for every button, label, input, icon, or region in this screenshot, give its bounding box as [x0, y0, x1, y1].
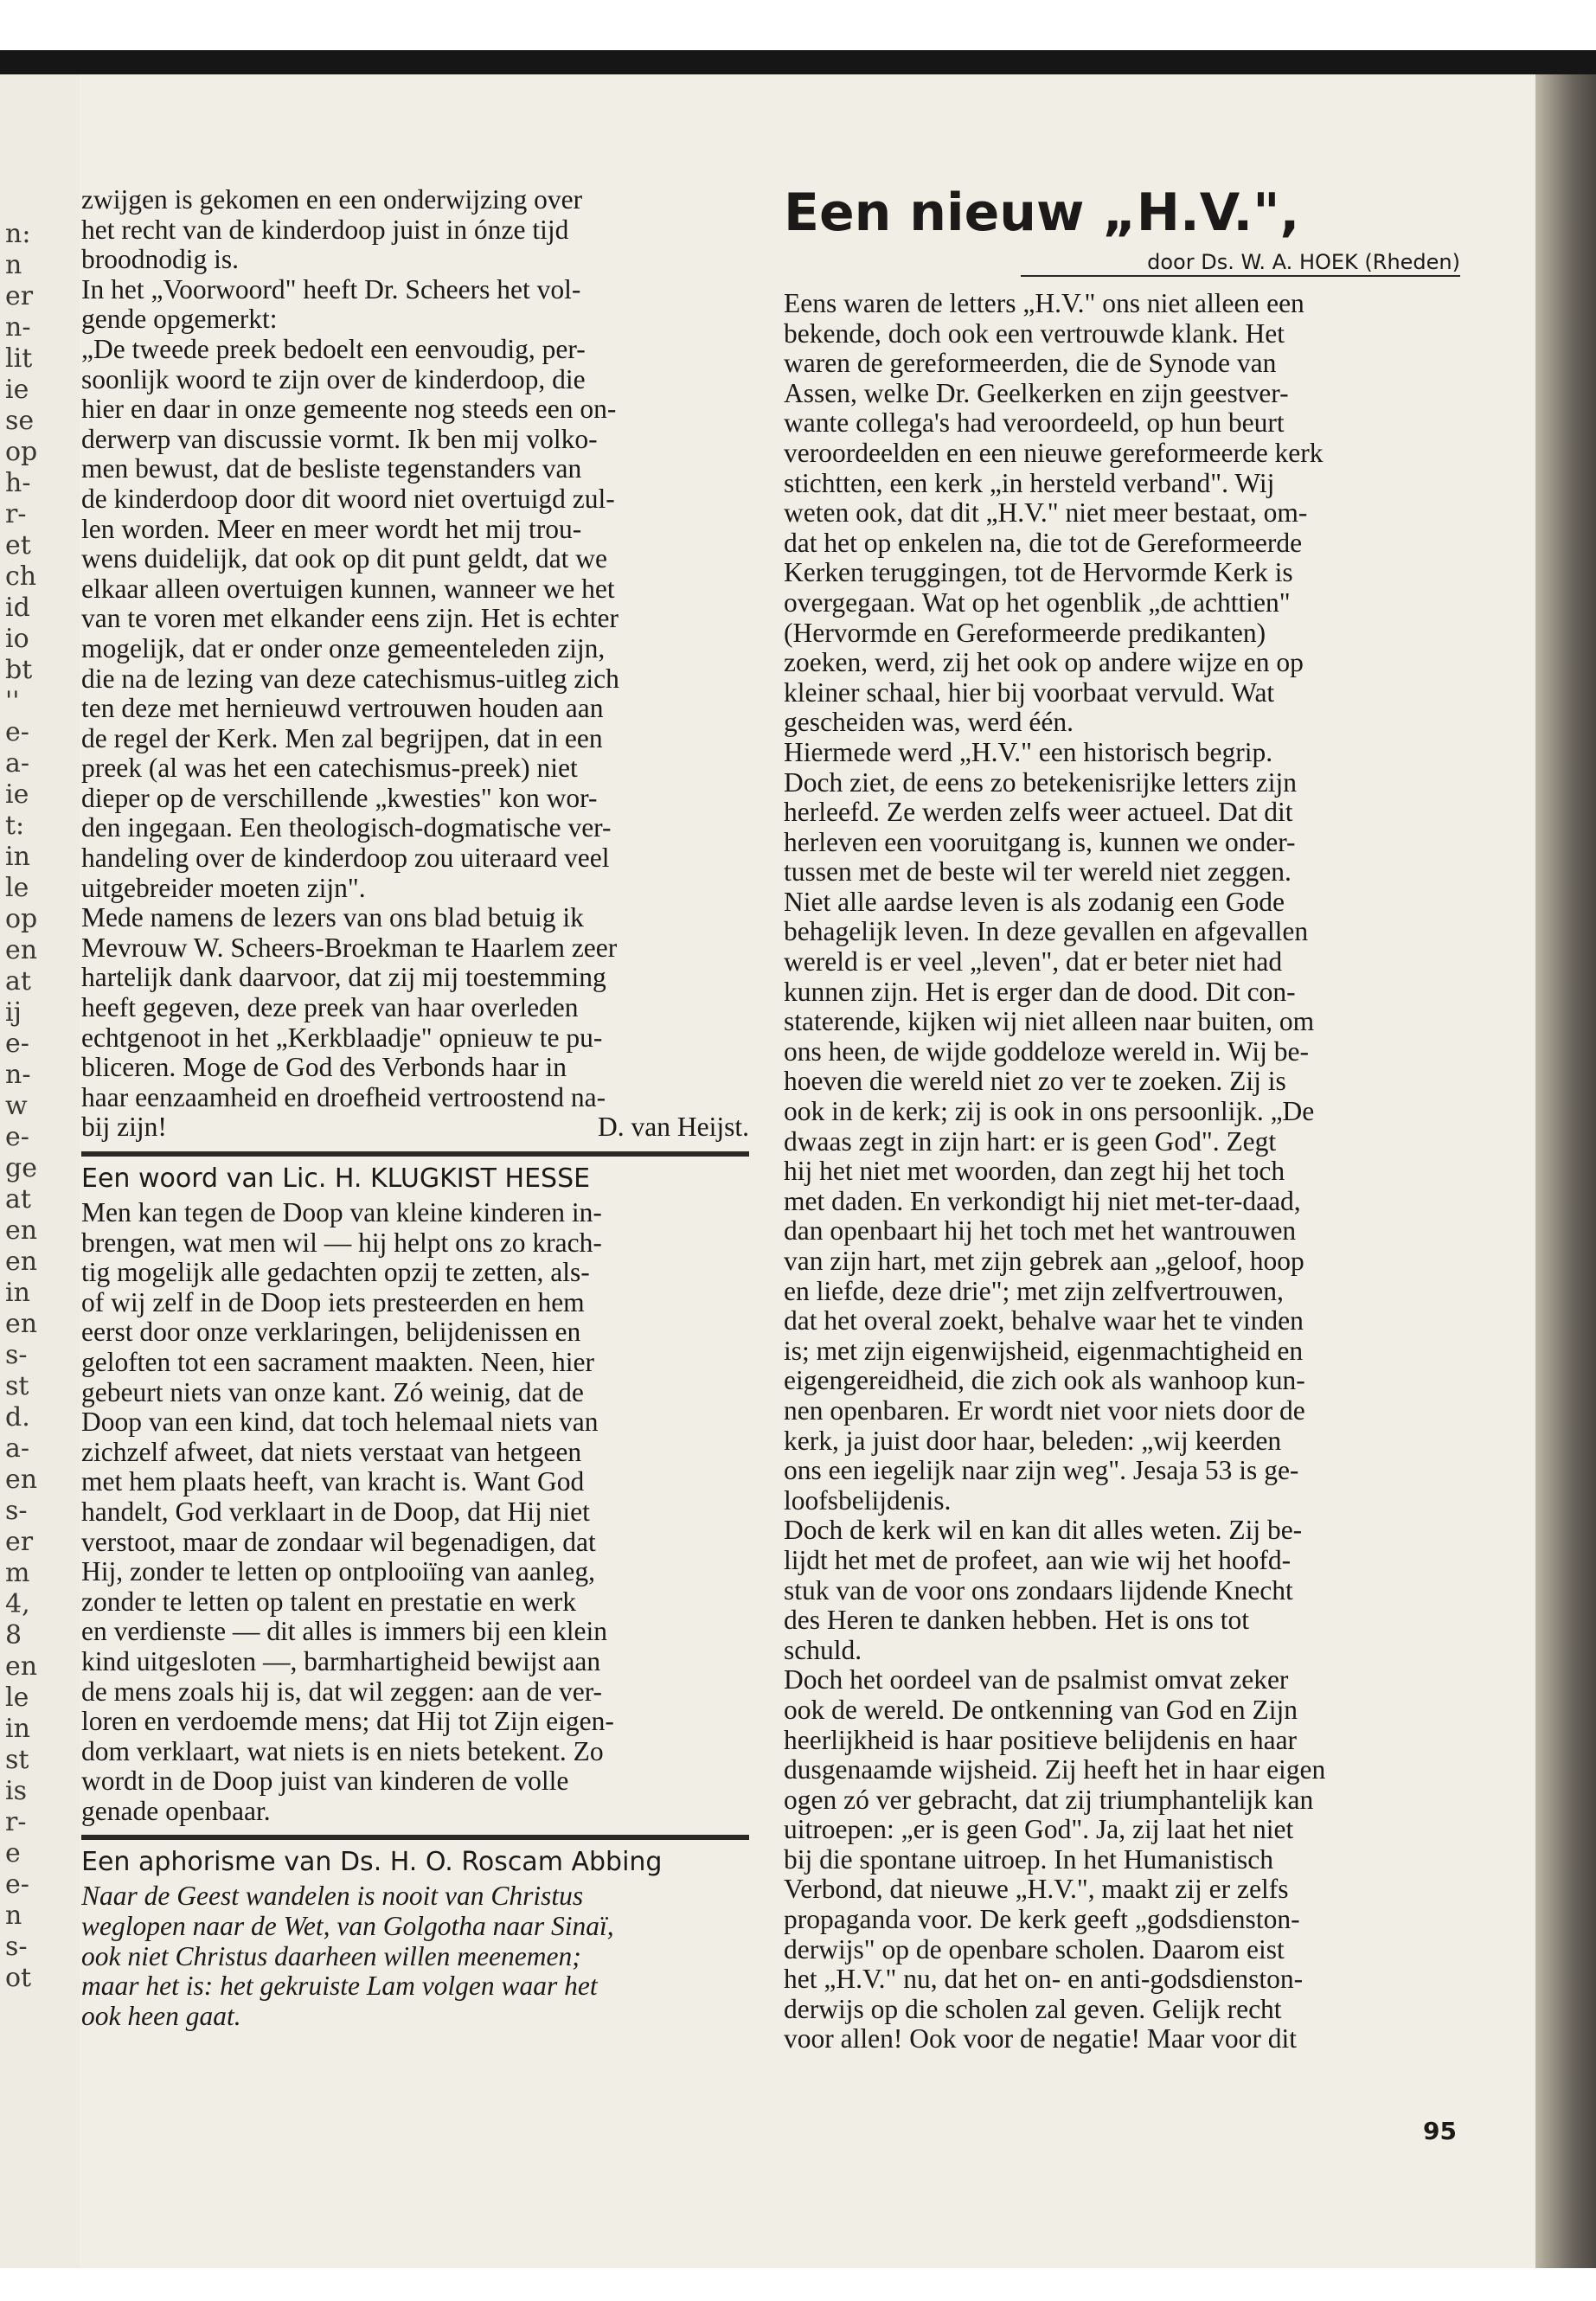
text-line: ons een iegelijk naar zijn weg". Jesaja 53 is ge-: [784, 1456, 1299, 1486]
margin-fragment: '': [5, 686, 20, 716]
text-line: nen openbaren. Er wordt niet voor niets door de: [784, 1395, 1305, 1426]
text-line: „De tweede preek bedoelt een eenvoudig, per-: [81, 334, 586, 364]
margin-fragment: et: [5, 530, 31, 561]
text-line: soonlijk woord te zijn over de kinderdoop, die: [81, 364, 586, 394]
text-line: zichzelf afweet, dat niets verstaat van hetgeen: [81, 1437, 582, 1467]
margin-fragment: ch: [5, 561, 37, 592]
text-line: en verdienste — dit alles is immers bij een klein: [81, 1617, 607, 1647]
margin-fragment: en: [5, 1247, 38, 1277]
margin-fragment: e-: [5, 717, 29, 747]
text-line: propaganda voor. De kerk geeft „godsdienston-: [784, 1905, 1300, 1935]
text-line: handeling over de kinderdoop zou uiteraard veel: [81, 843, 610, 874]
text-line: mogelijk, dat er onder onze gemeenteleden zijn,: [81, 633, 606, 663]
text-line: loren en verdoemde mens; dat Hij tot Zijn eigen-: [81, 1707, 614, 1737]
text-line: Hiermede werd „H.V." een historisch begrip.: [784, 737, 1273, 767]
text-line: Doch ziet, de eens zo betekenisrijke letters zijn: [784, 767, 1298, 798]
text-line: schuld.: [784, 1635, 862, 1665]
margin-fragment: a-: [5, 1433, 30, 1464]
margin-fragment: le: [5, 1682, 29, 1713]
text-line: derwijs" op de openbare scholen. Daarom eist: [784, 1934, 1285, 1965]
text-line: dwaas zegt in zijn hart: er is geen God". Zegt: [784, 1126, 1277, 1157]
page-edge-shadow: [1535, 74, 1596, 2268]
text-line: ons heen, de wijde goddeloze wereld in. Wij be-: [784, 1036, 1309, 1067]
text-line: herleven een vooruitgang is, kunnen we onder-: [784, 827, 1296, 857]
text-line: In het „Voorwoord" heeft Dr. Scheers het vol-: [81, 274, 581, 304]
text-line: Mevrouw W. Scheers-Broekman te Haarlem zeer: [81, 933, 618, 963]
text-line: wereld is er veel „leven", dat er beter niet had: [784, 947, 1283, 977]
top-margin: [0, 0, 1596, 52]
text-line: herleefd. Ze werden zelfs weer actueel. Dat dit: [784, 798, 1293, 828]
text-line: weten ook, dat dit „H.V." niet meer bestaat, om-: [784, 498, 1308, 529]
margin-fragment: le: [5, 873, 29, 903]
text-line: hier en daar in onze gemeente nog steeds een on-: [81, 394, 617, 425]
margin-fragment: n: [5, 1900, 22, 1931]
text-line: dusgenaamde wijsheid. Zij heeft het in haar eigen: [784, 1755, 1326, 1785]
margin-fragment: er: [5, 281, 34, 311]
text-line: eigengereidheid, die zich ook als wanhoop kun-: [784, 1366, 1305, 1396]
margin-fragment: op: [5, 437, 38, 467]
margin-fragment: s-: [5, 1932, 28, 1962]
text-line: kerk, ja juist door haar, beleden: „wij keerden: [784, 1426, 1282, 1456]
text-line: eerst door onze verklaringen, belijdenissen en: [81, 1317, 581, 1348]
text-line: ook in de kerk; zij is ook in ons persoonlijk. „De: [784, 1097, 1315, 1127]
margin-fragment: at: [5, 1184, 31, 1215]
margin-fragment: op: [5, 904, 38, 934]
margin-fragment: d.: [5, 1402, 30, 1433]
margin-fragment: s-: [5, 1496, 28, 1526]
margin-fragment: en: [5, 935, 38, 965]
text-line: haar eenzaamheid en droefheid vertroostend na-: [81, 1082, 606, 1112]
text-line: dat het overal zoekt, behalve waar het te vinden: [784, 1306, 1304, 1336]
text-line: tussen met de beste wil ter wereld niet zeggen.: [784, 857, 1292, 888]
text-line: uitgebreider moeten zijn".: [81, 873, 366, 903]
text-line: hoeven die wereld niet zo ver te zoeken. Zij is: [784, 1067, 1286, 1097]
page-number: 95: [1423, 2117, 1457, 2145]
margin-fragment: ie: [5, 779, 29, 810]
text-line: stichtten, een kerk „in hersteld verband". Wij: [784, 468, 1275, 498]
text-line: stuk van de voor ons zondaars lijdende Knecht: [784, 1575, 1293, 1606]
margin-fragment: is: [5, 1776, 27, 1806]
margin-fragment: st: [5, 1371, 29, 1401]
text-line: uitroepen: „er is geen God". Ja, zij laat het niet: [784, 1815, 1294, 1845]
text-line: hartelijk dank daarvoor, dat zij mij toestemming: [81, 963, 606, 993]
text-line: broodnodig is.: [81, 245, 240, 275]
text-line: weglopen naar de Wet, van Golgotha naar Sinaï,: [81, 1912, 614, 1942]
text-line: den ingegaan. Een theologisch-dogmatische ver-: [81, 813, 612, 843]
section-heading-klugkist: Een woord van Lic. H. KLUGKIST HESSE: [81, 1163, 591, 1194]
text-line: dieper op de verschillende „kwesties" kon wor-: [81, 783, 598, 813]
text-line: Doch de kerk wil en kan dit alles weten. Zij be-: [784, 1516, 1303, 1546]
margin-fragment: in: [5, 1714, 30, 1744]
margin-fragment: e-: [5, 1029, 29, 1059]
text-line: Assen, welke Dr. Geelkerken en zijn geestver-: [784, 378, 1289, 408]
article-title: Een nieuw „H.V.",: [784, 183, 1300, 243]
text-line: Mede namens de lezers van ons blad betuig ik: [81, 903, 584, 933]
text-line: van te voren met elkander eens zijn. Het is echter: [81, 604, 619, 634]
text-line: wordt in de Doop juist van kinderen de volle: [81, 1766, 569, 1797]
section-divider: [81, 1835, 749, 1840]
text-line: de mens zoals hij is, dat wil zeggen: aan de ver-: [81, 1676, 603, 1707]
text-line: Hij, zonder te letten op ontplooiïng van aanleg,: [81, 1557, 595, 1587]
closing-words: bij zijn!: [81, 1112, 167, 1143]
text-line: Naar de Geest wandelen is nooit van Christus: [81, 1881, 584, 1912]
text-line: van zijn hart, met zijn gebrek aan „geloof, hoop: [784, 1247, 1304, 1276]
margin-fragment: n: [5, 250, 22, 280]
margin-fragment: ge: [5, 1153, 37, 1183]
text-line: zwijgen is gekomen en een onderwijzing over: [81, 185, 583, 215]
margin-fragment: h-: [5, 468, 31, 498]
text-line: staterende, kijken wij niet alleen naar buiten, om: [784, 1007, 1315, 1037]
margin-fragment: r-: [5, 1807, 27, 1837]
text-line: ten deze met hernieuwd vertrouwen houden aan: [81, 694, 604, 724]
text-line: kind uitgesloten —, barmhartigheid bewijst aan: [81, 1646, 601, 1676]
margin-fragment: t:: [5, 811, 25, 841]
text-line: kleiner schaal, hier bij voorbaat vervuld. Wat: [784, 677, 1275, 708]
margin-fragment: io: [5, 624, 29, 654]
margin-fragment: ot: [5, 1963, 32, 1993]
text-line: ook niet Christus daarheen willen meenemen;: [81, 1941, 581, 1971]
section-aphorisme-text: [81, 1881, 749, 2031]
section-divider: [81, 1151, 749, 1157]
text-line: lijdt het met de profeet, aan wie wij het hoofd-: [784, 1545, 1292, 1575]
margin-fragment: lit: [5, 343, 33, 374]
text-line: Men kan tegen de Doop van kleine kinderen in-: [81, 1198, 602, 1227]
text-line: preek (al was het een catechismus-preek) niet: [81, 753, 578, 784]
text-line: overgegaan. Wat op het ogenblik „de achttien": [784, 587, 1291, 618]
text-line: Doch het oordeel van de psalmist omvat zeker: [784, 1665, 1289, 1695]
intro-text: [81, 185, 749, 1112]
text-line: heerlijkheid is haar positieve belijdenis en haar: [784, 1725, 1298, 1755]
text-line: maar het is: het gekruiste Lam volgen waar het: [81, 1971, 598, 2002]
text-line: hij het niet met woorden, dan zegt hij het toch: [784, 1157, 1285, 1187]
margin-fragment: en: [5, 1465, 38, 1495]
margin-fragment: w: [5, 1091, 28, 1121]
text-line: ogen zó ver gebracht, dat zij triumphantelijk kan: [784, 1785, 1314, 1815]
margin-fragment: in: [5, 842, 30, 872]
text-line: elkaar alleen overtuigen kunnen, wanneer we het: [81, 574, 615, 604]
text-line: ook heen gaat.: [81, 2001, 241, 2031]
text-line: voor allen! Ook voor de negatie! Maar voor dit: [784, 2024, 1298, 2054]
margin-fragment: ij: [5, 997, 22, 1028]
text-line: waren de gereformeerden, die de Synode van: [784, 349, 1277, 379]
text-line: het „H.V." nu, dat het on- en anti-godsdienston-: [784, 1965, 1304, 1995]
section-klugkist-text: [81, 1198, 749, 1826]
margin-fragment: n-: [5, 312, 31, 343]
text-line: derwerp van discussie vormt. Ik ben mij volko-: [81, 424, 598, 454]
margin-fragment: ie: [5, 375, 29, 405]
text-line: die na de lezing van deze catechismus-uitleg zich: [81, 663, 619, 694]
margin-fragment: e: [5, 1838, 21, 1868]
text-line: met hem plaats heeft, van kracht is. Want God: [81, 1467, 585, 1497]
text-line: bekende, doch ook een vertrouwde klank. Het: [784, 318, 1285, 349]
text-line: zonder te letten op talent en prestatie en werk: [81, 1586, 576, 1617]
text-line: tig mogelijk alle gedachten opzij te zetten, als-: [81, 1258, 590, 1288]
margin-fragment: e-: [5, 1122, 29, 1152]
margin-fragment: er: [5, 1527, 34, 1557]
article-byline: door Ds. W. A. HOEK (Rheden): [1147, 250, 1460, 274]
text-line: loofsbelijdenis.: [784, 1485, 952, 1516]
margin-fragment: id: [5, 593, 30, 623]
text-line: de regel der Kerk. Men zal begrijpen, dat in een: [81, 723, 603, 753]
text-line: brengen, wat men wil — hij helpt ons zo krach-: [81, 1227, 602, 1258]
margin-fragment: in: [5, 1278, 30, 1308]
margin-fragment: en: [5, 1309, 38, 1339]
text-line: de kinderdoop door dit woord niet overtuigd zul-: [81, 484, 615, 514]
text-line: Eens waren de letters „H.V." ons niet alleen een: [784, 289, 1304, 318]
text-line: len worden. Meer en meer wordt het mij trou-: [81, 514, 582, 544]
text-line: (Hervormde en Gereformeerde predikanten): [784, 618, 1266, 648]
text-line: en liefde, deze drie"; met zijn zelfvertrouwen,: [784, 1276, 1284, 1306]
text-line: kunnen zijn. Het is erger dan de dood. Dit con-: [784, 977, 1296, 1007]
text-line: Verbond, dat nieuwe „H.V.", maakt zij er zelfs: [784, 1875, 1289, 1905]
text-line: men bewust, dat de besliste tegenstanders van: [81, 454, 582, 484]
margin-fragment: n-: [5, 1060, 31, 1090]
text-line: derwijs op die scholen zal geven. Gelijk recht: [784, 1994, 1282, 2024]
text-line: dan openbaart hij het toch met het wantrouwen: [784, 1216, 1297, 1247]
text-line: gescheiden was, werd één.: [784, 708, 1074, 738]
margin-fragment: e-: [5, 1869, 29, 1900]
margin-fragment: st: [5, 1745, 29, 1775]
text-line: bij die spontane uitroep. In het Humanistisch: [784, 1844, 1274, 1875]
text-line: met daden. En verkondigt hij niet met-ter-daad,: [784, 1186, 1301, 1216]
margin-fragment: r-: [5, 499, 27, 529]
text-line: geloften tot een sacrament maakten. Neen, hier: [81, 1347, 594, 1377]
text-line: wens duidelijk, dat ook op dit punt geldt, dat we: [81, 544, 608, 574]
text-line: heeft gegeven, deze preek van haar overleden: [81, 993, 579, 1023]
text-line: ook de wereld. De ontkenning van God en Zijn: [784, 1695, 1298, 1725]
bottom-margin: [0, 2268, 1596, 2301]
margin-fragment: en: [5, 1215, 38, 1246]
margin-fragment: a-: [5, 748, 30, 779]
margin-fragment: en: [5, 1651, 38, 1682]
text-line: veroordeelden en een nieuwe gereformeerde kerk: [784, 438, 1324, 468]
author-signature: D. van Heijst.: [598, 1112, 749, 1143]
text-line: Kerken teruggingen, tot de Hervormde Kerk is: [784, 558, 1293, 588]
left-column: [81, 185, 749, 2031]
previous-page-edge: [0, 74, 80, 2268]
text-line: zoeken, werd, zij het ook op andere wijze en op: [784, 648, 1304, 678]
margin-fragment: at: [5, 966, 31, 997]
text-line: bliceren. Moge de God des Verbonds haar in: [81, 1053, 567, 1083]
article-body: [784, 289, 1460, 2054]
text-line: echtgenoot in het „Kerkblaadje" opnieuw te pu-: [81, 1022, 603, 1053]
text-line: dom verklaart, wat niets is en niets betekent. Zo: [81, 1736, 604, 1766]
text-line: dat het op enkelen na, die tot de Gereformeerde: [784, 528, 1303, 558]
margin-fragment: n:: [5, 219, 31, 249]
scan-edge-band: [0, 50, 1596, 76]
section-heading-aphorisme: Een aphorisme van Ds. H. O. Roscam Abbing: [81, 1847, 663, 1878]
margin-fragment: se: [5, 406, 35, 436]
text-line: gende opgemerkt:: [81, 304, 278, 335]
text-line: des Heren te danken hebben. Het is ons tot: [784, 1606, 1249, 1636]
signature-line: [81, 1112, 749, 1143]
text-line: gebeurt niets van onze kant. Zó weinig, dat de: [81, 1377, 584, 1407]
text-line: behagelijk leven. In deze gevallen en afgevallen: [784, 917, 1309, 947]
margin-fragment: bt: [5, 655, 33, 685]
text-line: genade openbaar.: [81, 1796, 271, 1826]
margin-fragment: 4,: [5, 1589, 30, 1619]
text-line: verstoot, maar de zondaar wil begenadigen, dat: [81, 1527, 596, 1557]
margin-fragment: m: [5, 1558, 30, 1588]
text-line: Niet alle aardse leven is als zodanig een Gode: [784, 887, 1285, 917]
text-line: is; met zijn eigenwijsheid, eigenmachtigheid en: [784, 1336, 1304, 1366]
byline-underline: [1021, 275, 1460, 277]
text-line: het recht van de kinderdoop juist in ónze tijd: [81, 215, 569, 245]
text-line: wante collega's had veroordeeld, op hun beurt: [784, 408, 1285, 439]
text-line: Doop van een kind, dat toch helemaal niets van: [81, 1407, 599, 1438]
text-line: handelt, God verklaart in de Doop, dat Hij niet: [81, 1497, 590, 1527]
text-line: of wij zelf in de Doop iets presteerden en hem: [81, 1287, 585, 1317]
margin-fragment: s-: [5, 1340, 28, 1370]
right-column: [784, 185, 1460, 2054]
margin-fragment: 8: [5, 1620, 22, 1650]
